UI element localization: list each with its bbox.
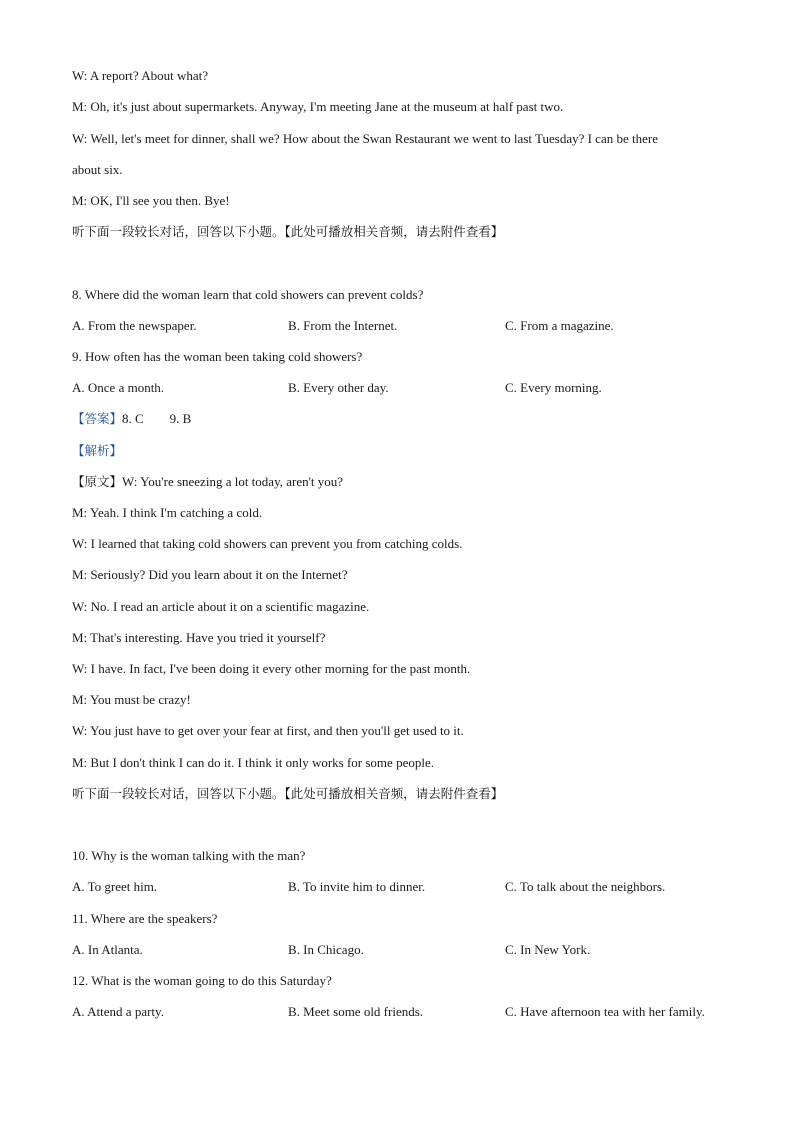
listening-instruction: 听下面一段较长对话，回答以下小题。【此处可播放相关音频，请去附件查看】 (72, 786, 504, 801)
transcript-line: M: That's interesting. Have you tried it yourself? (72, 630, 326, 645)
q10-option-c: C. To talk about the neighbors. (505, 879, 666, 894)
question-12: 12. What is the woman going to do this Saturday? (72, 973, 332, 988)
q9-option-c: C. Every morning. (505, 380, 602, 395)
q11-option-b: B. In Chicago. (288, 942, 364, 957)
dialog-line: M: OK, I'll see you then. Bye! (72, 193, 230, 208)
transcript-line: W: No. I read an article about it on a scientific magazine. (72, 599, 370, 614)
q10-option-b: B. To invite him to dinner. (288, 879, 426, 894)
transcript-line: M: Seriously? Did you learn about it on the Internet? (72, 567, 348, 582)
analysis-tag: 【解析】 (72, 443, 123, 458)
q8-option-a: A. From the newspaper. (72, 318, 197, 333)
answer-tag: 【答案】 (72, 411, 123, 426)
transcript-line: W: You're sneezing a lot today, aren't you? (122, 474, 344, 489)
transcript-line: M: Yeah. I think I'm catching a cold. (72, 505, 263, 520)
question-10: 10. Why is the woman talking with the man? (72, 848, 306, 863)
transcript-first-line (72, 474, 343, 490)
q10-option-a: A. To greet him. (72, 879, 158, 894)
dialog-line: W: A report? About what? (72, 68, 208, 83)
q8-option-c: C. From a magazine. (505, 318, 614, 333)
transcript-line: M: But I don't think I can do it. I think it only works for some people. (72, 755, 434, 770)
q12-option-a: A. Attend a party. (72, 1004, 164, 1019)
answer-line (72, 411, 191, 427)
listening-instruction: 听下面一段较长对话，回答以下小题。【此处可播放相关音频，请去附件查看】 (72, 224, 504, 239)
transcript-tag: 【原文】 (72, 474, 123, 489)
dialog-line: W: Well, let's meet for dinner, shall we? How about the Swan Restaurant we went to last Tuesday? I can be there (72, 131, 658, 146)
transcript-line: M: You must be crazy! (72, 692, 191, 707)
dialog-line: M: Oh, it's just about supermarkets. Anyway, I'm meeting Jane at the museum at half past two. (72, 99, 564, 114)
question-11: 11. Where are the speakers? (72, 911, 218, 926)
q9-option-b: B. Every other day. (288, 380, 389, 395)
dialog-line: about six. (72, 162, 123, 177)
transcript-line: W: I learned that taking cold showers can prevent you from catching colds. (72, 536, 463, 551)
q12-option-b: B. Meet some old friends. (288, 1004, 424, 1019)
q8-option-b: B. From the Internet. (288, 318, 398, 333)
transcript-line: W: You just have to get over your fear at first, and then you'll get used to it. (72, 723, 464, 738)
q12-option-c: C. Have afternoon tea with her family. (505, 1004, 705, 1019)
question-9: 9. How often has the woman been taking cold showers? (72, 349, 363, 364)
q9-option-a: A. Once a month. (72, 380, 165, 395)
answer-text: 8. C 9. B (122, 411, 192, 426)
q11-option-c: C. In New York. (505, 942, 591, 957)
q11-option-a: A. In Atlanta. (72, 942, 143, 957)
transcript-line: W: I have. In fact, I've been doing it every other morning for the past month. (72, 661, 471, 676)
question-8: 8. Where did the woman learn that cold showers can prevent colds? (72, 287, 424, 302)
